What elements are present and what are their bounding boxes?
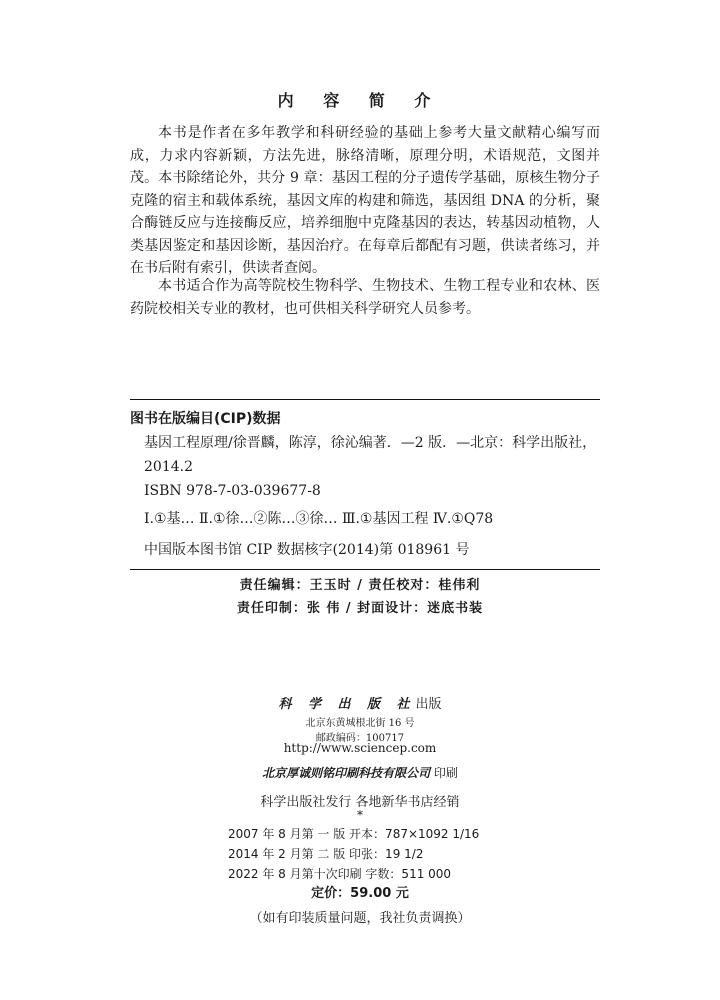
cip-record-number: 中国版本图书馆 CIP 数据核字(2014)第 018961 号 [144,542,470,558]
distribution-line: 科学出版社发行 各地新华书店经销 [260,795,460,810]
publisher-address: 北京东黄城根北街 16 号 [305,718,415,729]
price: 定价：59.00 元 [311,886,409,901]
publisher-name: 科 学 出 版 社 [278,697,416,712]
summary-title: 内 容 简 介 [277,91,443,110]
cip-heading: 图书在版编目(CIP)数据 [130,411,281,427]
publisher-postcode: 邮政编码：100717 [315,733,405,744]
publisher-line [0,693,720,712]
production-credits: 责任印制：张 伟 / 封面设计：迷底书装 [236,601,484,616]
summary-paragraph-1: 本书是作者在多年教学和科研经验的基础上参考大量文献精心编写而成，力求内容新颖，方法先进，脉络清晰，原理分明，术语规范，文图并茂。本书除绪论外，共分 9 章：基因工程的分子遗传学基础，原核生物分子克隆的宿主和载体系统，基因文库的构建和筛选，基因组 DNA 的分析，聚合酶链反应与连接酶反应，培养细胞中克隆基因的表达，转基因动植物，人类基因鉴定和基因诊断，基因治疗。在每章后都配有习题，供读者练习，并在书后附有索引，供读者查阅。 [130,125,600,276]
publisher-url: http://www.sciencep.com [283,741,437,755]
edition-line-2: 2014 年 2 月第 二 版 印张：19 1/2 [228,847,424,861]
cip-bottom-rule [130,569,600,570]
edition-line-3: 2022 年 8 月第十次印刷 字数：511 000 [228,867,452,881]
cip-isbn: ISBN 978-7-03-039677-8 [144,483,321,499]
summary-paragraph-2: 本书适合作为高等院校生物科学、生物技术、生物工程专业和农林、医药院校相关专业的教材，也可供相关科学研究人员参考。 [130,278,600,317]
publisher-suffix: 出版 [415,697,442,712]
cip-classification: Ⅰ.①基… Ⅱ.①徐…②陈…③徐… Ⅲ.①基因工程 Ⅳ.①Q78 [144,511,494,527]
printer-line [0,764,720,781]
printer-name: 北京厚诚则铭印刷科技有限公司 [262,766,431,780]
cip-title-line: 基因工程原理/徐晋麟，陈淳，徐沁编著．—2 版．—北京：科学出版社， [144,435,597,451]
editor-credits: 责任编辑：王玉时 / 责任校对：桂伟利 [239,578,481,593]
separator-star: * [357,808,363,822]
cip-date-line: 2014.2 [144,459,193,475]
quality-note: （如有印装质量问题，我社负责调换） [249,911,471,926]
cip-top-rule [130,399,600,400]
edition-line-1: 2007 年 8 月第 一 版 开本：787×1092 1/16 [228,827,480,841]
printer-suffix: 印刷 [433,766,458,780]
